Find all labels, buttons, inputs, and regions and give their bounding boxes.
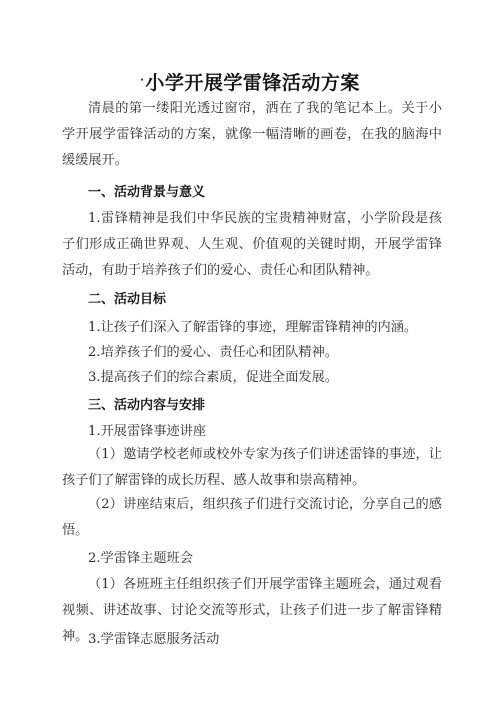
section3-sub3: 3.学雷锋志愿服务活动	[88, 632, 220, 647]
title-text: 小学开展学雷锋活动方案	[145, 72, 360, 94]
section3-sub1-paragraph-1: （1）邀请学校老师或校外专家为孩子们讲述雷锋的事迹，让孩子们了解雷锋的成长历程、感人故事和崇高精神。	[62, 447, 442, 488]
section1-paragraph: 1.雷锋精神是我们中华民族的宝贵精神财富，小学阶段是孩子们形成正确世界观、人生观、价值观的关键时期，开展学雷锋活动，有助于培养孩子们的爱心、责任心和团队精神。	[62, 211, 442, 278]
intro-paragraph: 清晨的第一缕阳光透过窗帘，洒在了我的笔记本上。关于小学开展学雷锋活动的方案，就像一幅清晰的画卷，在我的脑海中缓缓展开。	[62, 101, 442, 168]
section2-heading: 二、活动目标	[88, 292, 167, 307]
document-title	[0, 72, 500, 94]
section3-sub2: 2.学雷锋主题班会	[88, 551, 193, 566]
section2-item-2: 2.培养孩子们的爱心、责任心和团队精神。	[88, 345, 338, 360]
section2-item-3: 3.提高孩子们的综合素质，促进全面发展。	[88, 370, 338, 385]
section3-heading: 三、活动内容与安排	[88, 398, 206, 413]
section1-heading: 一、活动背景与意义	[88, 185, 206, 200]
section3-sub1-paragraph-2: （2）讲座结束后，组织孩子们进行交流讨论，分享自己的感悟。	[62, 497, 442, 538]
section3-sub1: 1.开展雷锋事迹讲座	[88, 424, 207, 439]
section2-item-1: 1.让孩子们深入了解雷锋的事迹，理解雷锋精神的内涵。	[88, 320, 418, 335]
section3-sub2-paragraph-1: （1）各班班主任组织孩子们开展学雷锋主题班会，通过观看视频、讲述故事、讨论交流等形式，让孩子们进一步了解雷锋精神。	[62, 577, 442, 644]
title-mark: ·	[140, 75, 145, 86]
